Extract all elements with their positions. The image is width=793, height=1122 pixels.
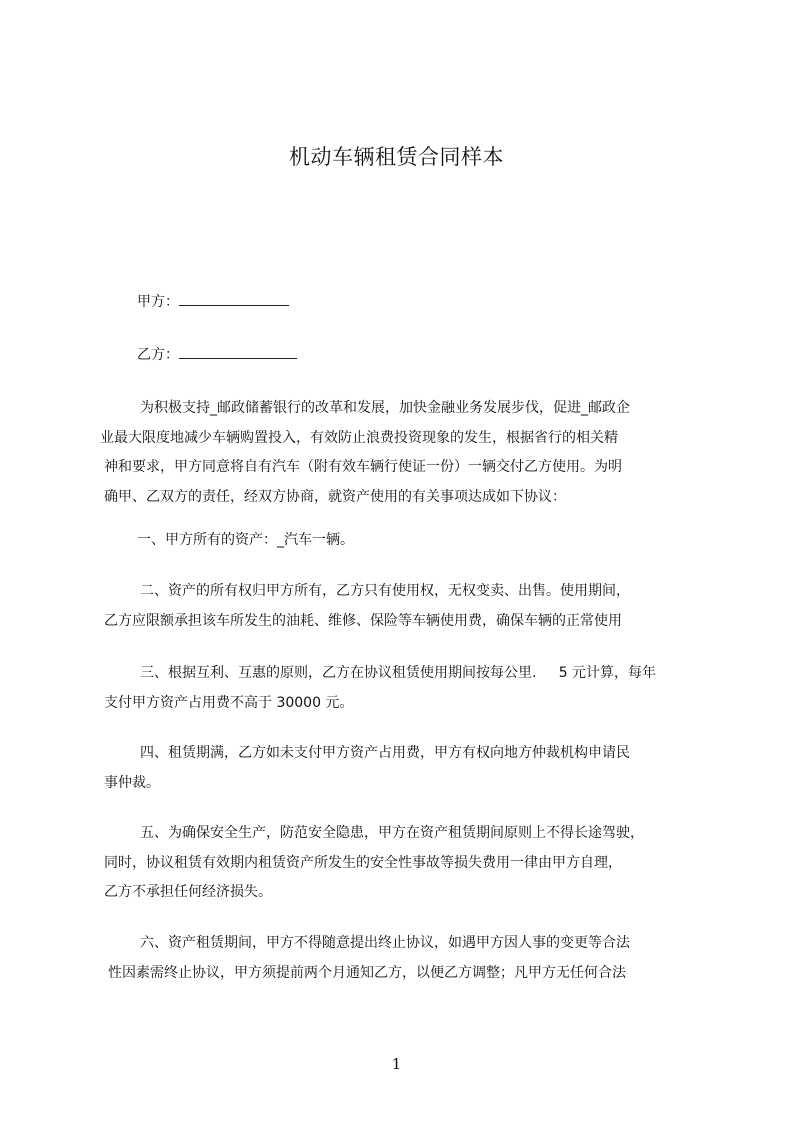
party-b-label: 乙方： — [137, 347, 179, 363]
clause-5 — [100, 819, 706, 908]
document-title: 机动车辆租赁合同样本 — [289, 145, 504, 169]
clause-3 — [100, 659, 706, 718]
party-a-blank — [179, 291, 289, 306]
party-a-line — [137, 291, 289, 312]
preamble-paragraph — [100, 394, 706, 512]
paragraph-line: 一、甲方所有的资产：_汽车一辆。 — [137, 532, 354, 548]
clause-6 — [100, 929, 706, 988]
party-a-label: 甲方： — [137, 294, 179, 310]
paragraph-line: 神和要求，甲方同意将自有汽车（附有效车辆行使证一份）一辆交付乙方使用。为明 — [104, 459, 622, 475]
paragraph-line: 事仲裁。 — [104, 774, 160, 791]
clause-4 — [100, 739, 706, 798]
paragraph-line: 二、资产的所有权归甲方所有，乙方只有使用权，无权变卖、出售。使用期间， — [140, 583, 630, 599]
paragraph-line: 三、根据互利、互惠的原则，乙方在协议租赁使用期间按每公里. 5 元计算，每年 — [140, 665, 657, 681]
paragraph-line: 四、租赁期满，乙方如未支付甲方资产占用费，甲方有权向地方仲裁机构申请民 — [140, 745, 630, 761]
paragraph-line: 乙方不承担任何经济损失。 — [104, 884, 272, 900]
paragraph-line: 为积极支持_邮政储蓄银行的改革和发展，加快金融业务发展步伐，促进_邮政企 — [140, 400, 630, 416]
page-number: 1 — [391, 1055, 402, 1073]
paragraph-line: 确甲、乙双方的责任，经双方协商，就资产使用的有关事项达成如下协议： — [104, 488, 566, 505]
paragraph-line: 乙方应限额承担该车所发生的油耗、维修、保险等车辆使用费，确保车辆的正常使用 — [104, 612, 622, 629]
paragraph-line: 六、资产租赁期间，甲方不得随意提出终止协议，如遇甲方因人事的变更等合法 — [140, 935, 630, 951]
clause-2 — [100, 577, 706, 636]
paragraph-line: 业最大限度地减少车辆购置投入，有效防止浪费投资现象的发生，根据省行的相关精 — [100, 429, 618, 446]
paragraph-line: 同时，协议租赁有效期内租赁资产所发生的安全性事故等损失费用一律由甲方自理， — [104, 854, 622, 871]
paragraph-line: 支付甲方资产占用费不高于 30000 元。 — [104, 694, 354, 711]
party-b-blank — [179, 344, 297, 359]
clause-1 — [100, 526, 706, 556]
party-b-line — [137, 344, 297, 365]
paragraph-line: 性因素需终止协议，甲方须提前两个月通知乙方，以便乙方调整；凡甲方无任何合法 — [108, 964, 626, 981]
paragraph-line: 五、为确保安全生产，防范安全隐患，甲方在资产租赁期间原则上不得长途驾驶， — [140, 825, 644, 841]
